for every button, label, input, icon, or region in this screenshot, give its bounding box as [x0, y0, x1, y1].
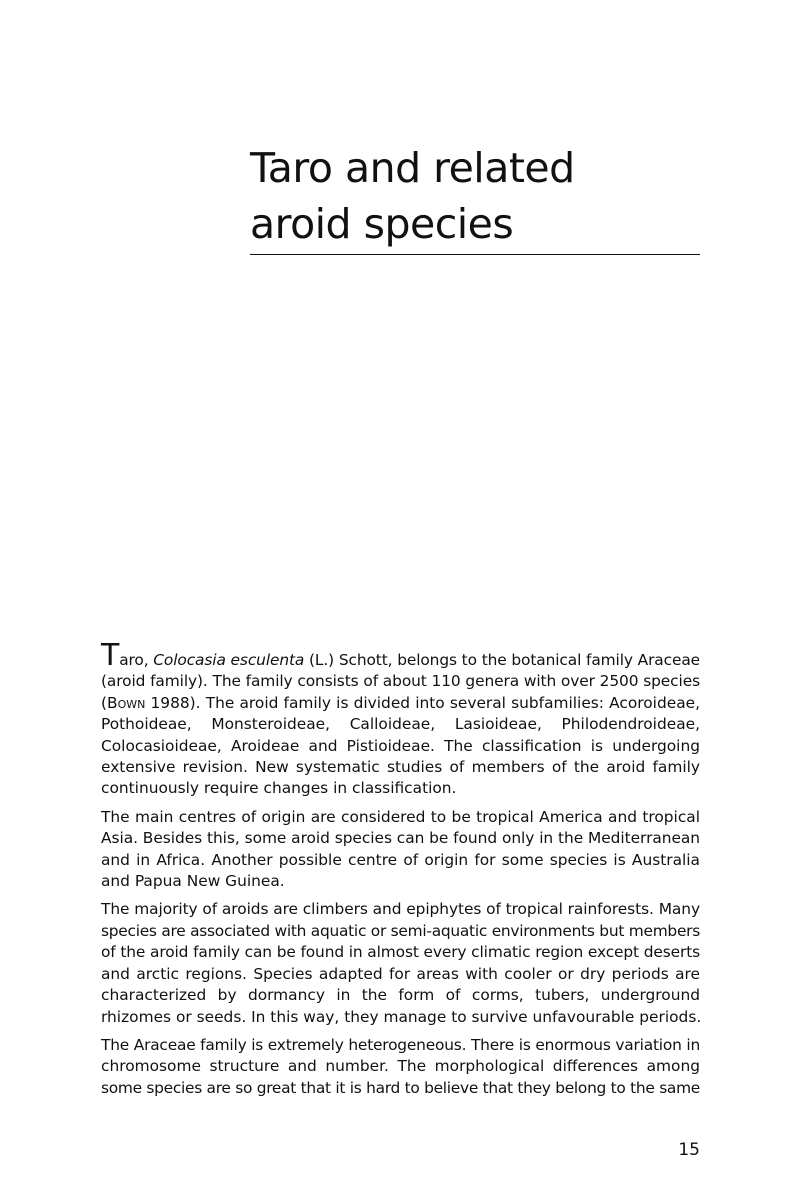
text-line: species are associated with aquatic or semi-aquatic environments but members	[101, 921, 700, 940]
text-line: and arctic regions. Species adapted for areas with cooler or dry periods are	[101, 964, 700, 983]
text-line: Asia. Besides this, some aroid species can be found only in the Mediterranean	[101, 829, 701, 848]
text-line: extensive revision. New systematic studies of members of the aroid family	[101, 758, 700, 777]
text-line: (aroid family). The family consists of about 110 genera with over 2500 species	[101, 672, 700, 691]
text-line: characterized by dormancy in the form of corms, tubers, underground	[101, 986, 700, 1005]
text-line: some species are so great that it is hard to believe that they belong to the same	[101, 1078, 700, 1097]
title-rule	[250, 254, 700, 255]
text-line: and Papua New Guinea.	[101, 872, 285, 891]
author-citation: Bown	[107, 693, 146, 712]
paragraph-1	[101, 638, 700, 800]
text-line: The main centres of origin are considered to be tropical America and tropical	[101, 807, 700, 826]
paragraph-4	[101, 1035, 700, 1099]
species-name: Colocasia esculenta	[153, 651, 305, 669]
text-line: (Bown 1988). The aroid family is divided into several subfamilies: Acoroideae,	[101, 693, 700, 712]
text-line: The Araceae family is extremely heterogeneous. There is enormous variation in	[101, 1035, 700, 1054]
dropcap: T	[101, 638, 120, 673]
chapter-title	[250, 140, 700, 252]
text-line: Colocasioideae, Aroideae and Pistioideae. The classification is undergoing	[101, 736, 700, 755]
text-line: The majority of aroids are climbers and epiphytes of tropical rainforests. Many	[101, 900, 700, 919]
text-line: Pothoideae, Monsteroideae, Calloideae, Lasioideae, Philodendroideae,	[101, 715, 700, 734]
page-number: 15	[678, 1140, 700, 1160]
chapter-title-line-2: aroid species	[250, 200, 514, 248]
text-line: continuously require changes in classification.	[101, 779, 457, 798]
text-line: chromosome structure and number. The morphological differences among	[101, 1057, 700, 1076]
body-text	[101, 638, 702, 1106]
paragraph-2	[101, 807, 700, 893]
paragraph-3	[101, 899, 700, 1027]
text-line: Taro, Colocasia esculenta (L.) Schott, belongs to the botanical family Araceae	[101, 638, 700, 673]
text-line: of the aroid family can be found in almost every climatic region except deserts	[101, 943, 701, 962]
text-line: rhizomes or seeds. In this way, they manage to survive unfavourable periods.	[101, 1007, 702, 1026]
chapter-title-line-1: Taro and related	[250, 144, 575, 192]
text-line: and in Africa. Another possible centre of origin for some species is Australia	[101, 850, 700, 869]
